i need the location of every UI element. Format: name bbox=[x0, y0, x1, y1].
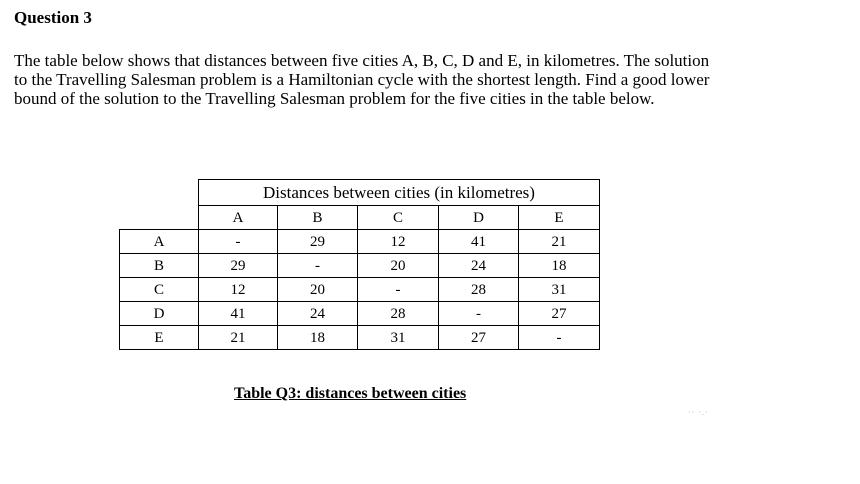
column-header-b: B bbox=[278, 206, 358, 230]
column-header-e: E bbox=[519, 206, 600, 230]
cell-b-e: 18 bbox=[519, 254, 600, 278]
cell-e-c: 31 bbox=[358, 326, 439, 350]
table-row-c bbox=[120, 278, 600, 302]
row-label-a: A bbox=[120, 230, 199, 254]
table-row-b bbox=[120, 254, 600, 278]
table-corner-cell bbox=[120, 206, 199, 230]
cell-d-e: 27 bbox=[519, 302, 600, 326]
table-row-a bbox=[120, 230, 600, 254]
row-label-e: E bbox=[120, 326, 199, 350]
cell-b-d: 24 bbox=[439, 254, 519, 278]
table-row-d bbox=[120, 302, 600, 326]
row-label-b: B bbox=[120, 254, 199, 278]
column-header-row bbox=[120, 206, 600, 230]
cell-c-a: 12 bbox=[199, 278, 278, 302]
row-label-d: D bbox=[120, 302, 199, 326]
cell-e-b: 18 bbox=[278, 326, 358, 350]
cell-a-a: - bbox=[199, 230, 278, 254]
cell-c-d: 28 bbox=[439, 278, 519, 302]
cell-d-b: 24 bbox=[278, 302, 358, 326]
cell-a-c: 12 bbox=[358, 230, 439, 254]
cell-b-b: - bbox=[278, 254, 358, 278]
row-label-c: C bbox=[120, 278, 199, 302]
question-title: Question 3 bbox=[14, 8, 92, 27]
column-header-a: A bbox=[199, 206, 278, 230]
table-row-e bbox=[120, 326, 600, 350]
cell-d-a: 41 bbox=[199, 302, 278, 326]
table-title-row bbox=[120, 180, 600, 206]
column-header-d: D bbox=[439, 206, 519, 230]
question-text: The table below shows that distances between five cities A, B, C, D and E, in kilometres. The solution to the Travelling Salesman problem is a Hamiltonian cycle with the shortest length. Find a good lower bound of the solution to the Travelling Salesman problem for the five cities in the table below. bbox=[14, 51, 710, 108]
distance-table bbox=[119, 179, 600, 350]
table-caption: Table Q3: distances between cities bbox=[234, 385, 467, 402]
cell-d-c: 28 bbox=[358, 302, 439, 326]
cell-a-e: 21 bbox=[519, 230, 600, 254]
cell-c-c: - bbox=[358, 278, 439, 302]
cell-e-d: 27 bbox=[439, 326, 519, 350]
cell-d-d: - bbox=[439, 302, 519, 326]
cell-b-c: 20 bbox=[358, 254, 439, 278]
cell-e-e: - bbox=[519, 326, 600, 350]
cell-a-b: 29 bbox=[278, 230, 358, 254]
table-corner-cell bbox=[120, 180, 199, 206]
cell-c-b: 20 bbox=[278, 278, 358, 302]
cell-e-a: 21 bbox=[199, 326, 278, 350]
column-header-c: C bbox=[358, 206, 439, 230]
table-header: Distances between cities (in kilometres) bbox=[199, 180, 600, 206]
scan-artifact: ·· ·.· bbox=[688, 408, 709, 417]
cell-a-d: 41 bbox=[439, 230, 519, 254]
cell-b-a: 29 bbox=[199, 254, 278, 278]
cell-c-e: 31 bbox=[519, 278, 600, 302]
